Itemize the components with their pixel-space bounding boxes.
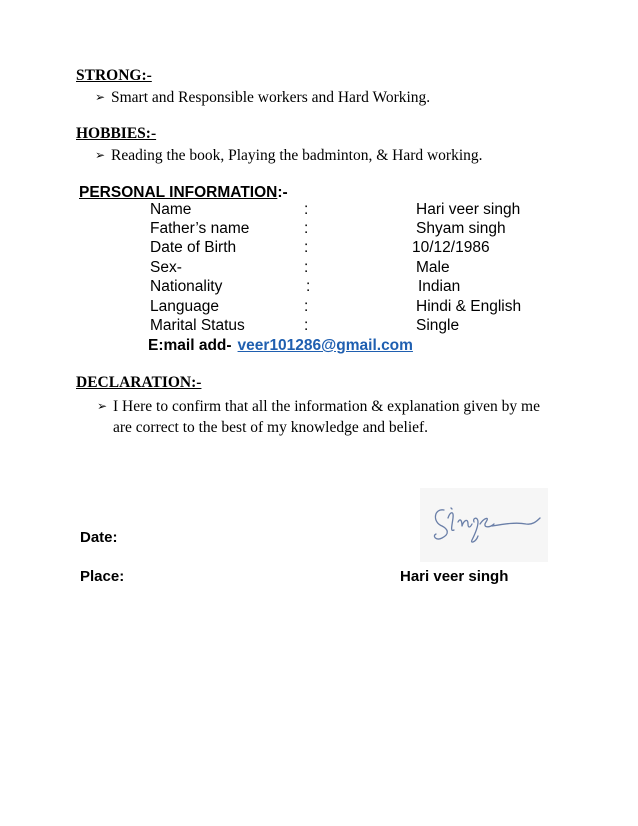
hobbies-heading: HOBBIES:- [76,125,157,142]
declaration-line-2: are correct to the best of my knowledge and belief. [113,419,429,436]
info-label: Language [150,298,219,315]
info-row-name [0,201,638,221]
personal-info-heading [79,184,288,202]
arrowhead-bullet-icon: ➢ [97,399,108,413]
email-label: E:mail add- [148,337,232,354]
info-separator: : [304,317,309,334]
strong-item-text: Smart and Responsible workers and Hard Working. [111,89,431,106]
strong-item [95,87,430,108]
info-separator: : [306,278,311,295]
declaration-text [97,396,597,438]
info-separator: : [304,201,309,218]
info-row-father-name [0,220,638,240]
info-label: Name [150,201,192,218]
info-label: Nationality [150,278,223,295]
info-row-nationality [0,278,638,298]
info-label: Marital Status [150,317,245,334]
arrowhead-bullet-icon: ➢ [95,90,106,104]
info-value: Hindi & English [416,298,522,315]
info-value: Hari veer singh [416,201,521,218]
info-value: 10/12/1986 [412,239,490,256]
info-label: Sex- [150,259,182,276]
hobbies-item-text: Reading the book, Playing the badminton, & Hard working. [111,147,483,164]
info-separator: : [304,298,309,315]
info-separator: : [304,220,309,237]
info-separator: : [304,259,309,276]
personal-info-heading-suffix: :- [277,184,288,201]
email-link[interactable]: veer101286@gmail.com [237,337,413,354]
declaration-line-1-text: I Here to confirm that all the information & explanation given by me [113,398,540,415]
info-row-date-of-birth [0,239,638,259]
signature-image [420,488,548,562]
personal-info-heading-text: PERSONAL INFORMATION [79,184,278,201]
info-separator: : [304,239,309,256]
info-value: Shyam singh [416,220,506,237]
email-line [148,337,413,355]
info-label: Father’s name [150,220,250,237]
info-row-marital-status [0,317,638,337]
arrowhead-bullet-icon: ➢ [95,148,106,162]
info-row-language [0,298,638,318]
info-value: Male [416,259,450,276]
hobbies-item [95,145,483,166]
declaration-heading: DECLARATION:- [76,374,202,391]
place-label: Place: [80,568,125,585]
declaration-line-1 [97,396,597,417]
date-label: Date: [80,529,118,546]
signatory-name: Hari veer singh [400,568,509,585]
info-value: Indian [418,278,461,295]
signature-drawing [420,488,548,562]
info-row-sex [0,259,638,279]
info-value: Single [416,317,460,334]
strong-heading: STRONG:- [76,67,152,84]
info-label: Date of Birth [150,239,237,256]
